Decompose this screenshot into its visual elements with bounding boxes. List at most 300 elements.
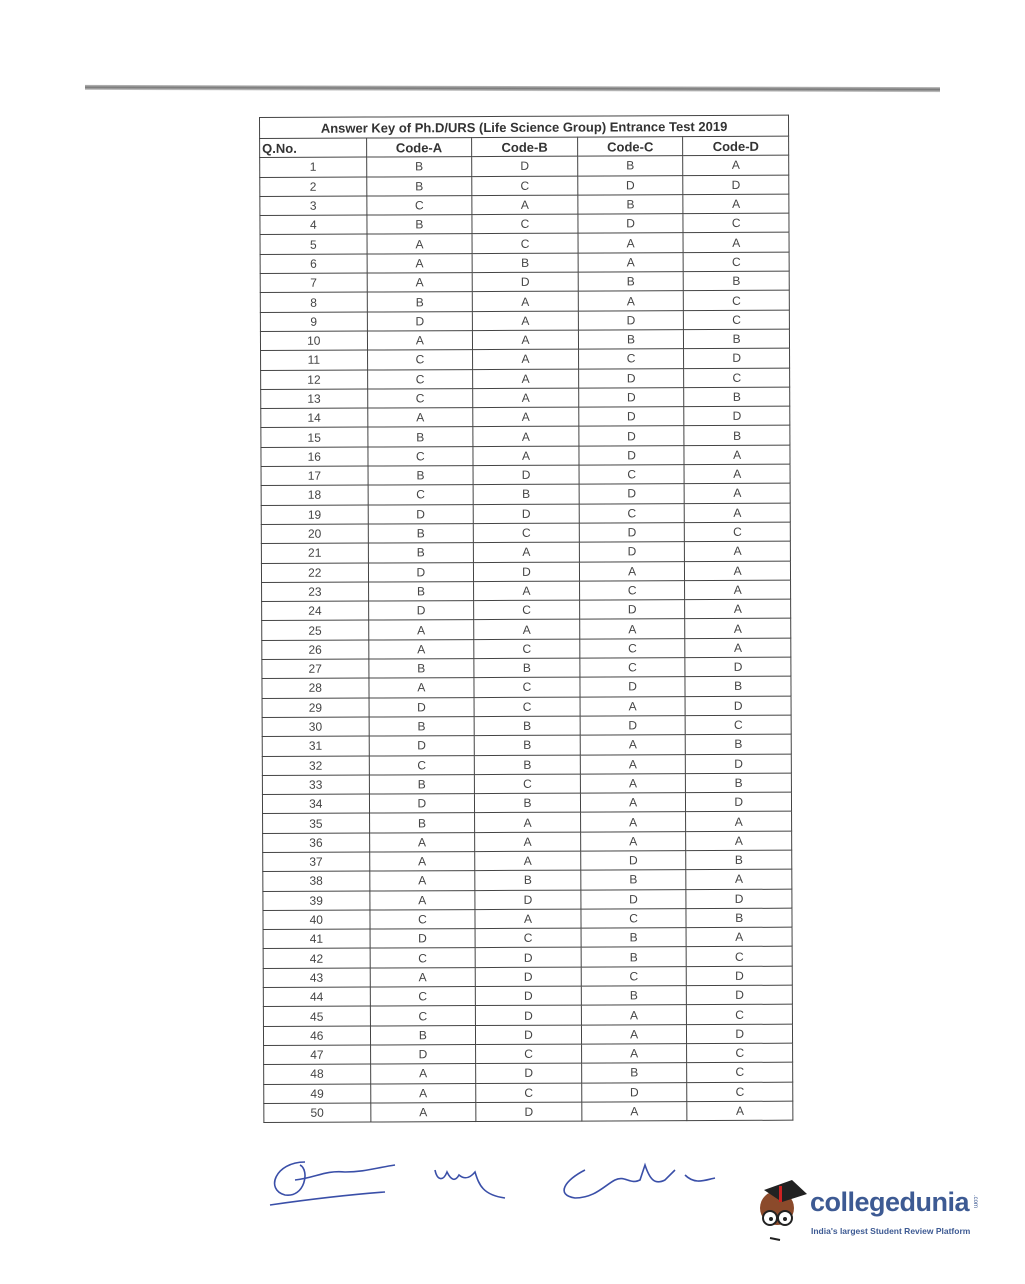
cell-code-c: D (579, 407, 685, 427)
cell-code-a: A (367, 408, 473, 428)
cell-code-d: C (683, 252, 789, 272)
cell-code-c: D (580, 851, 686, 871)
cell-code-b: C (472, 234, 578, 254)
cell-qno: 2 (260, 177, 367, 197)
table-row (262, 696, 791, 718)
cell-code-b: B (472, 253, 578, 273)
cell-code-d: A (686, 869, 792, 889)
answer-key-table (259, 115, 793, 1123)
cell-qno: 15 (261, 427, 368, 447)
table-row (260, 329, 789, 351)
cell-qno: 44 (263, 987, 370, 1007)
cell-code-b: D (474, 562, 580, 582)
cell-code-d: A (687, 1101, 793, 1121)
cell-qno: 14 (261, 408, 368, 428)
cell-qno: 47 (264, 1045, 371, 1065)
cell-code-d: A (684, 445, 790, 465)
cell-code-b: D (475, 948, 581, 968)
table-row (263, 985, 792, 1007)
cell-code-b: D (473, 465, 579, 485)
table-row (263, 927, 792, 949)
cell-qno: 39 (263, 891, 370, 911)
cell-code-d: B (686, 908, 792, 928)
cell-code-b: D (475, 967, 581, 987)
cell-code-d: D (686, 889, 792, 909)
scan-edge-line (85, 85, 940, 92)
cell-code-d: A (685, 580, 791, 600)
table-row (261, 561, 790, 583)
cell-qno: 49 (264, 1084, 371, 1104)
cell-code-b: C (472, 214, 578, 234)
cell-code-d: C (684, 368, 790, 388)
cell-qno: 20 (261, 524, 368, 544)
cell-code-b: C (474, 677, 580, 697)
cell-code-b: D (472, 156, 578, 176)
cell-code-a: B (367, 427, 473, 447)
cell-code-d: D (685, 657, 791, 677)
table-row (263, 1024, 792, 1046)
cell-code-b: A (475, 851, 581, 871)
cell-code-c: B (578, 195, 684, 215)
cell-code-c: A (580, 696, 686, 716)
cell-code-c: B (581, 947, 687, 967)
cell-code-a: A (368, 620, 474, 640)
cell-code-b: A (472, 291, 578, 311)
cell-code-a: D (369, 736, 475, 756)
cell-code-d: D (684, 348, 790, 368)
cell-code-b: C (474, 697, 580, 717)
cell-code-b: A (475, 812, 581, 832)
table-row (260, 310, 789, 332)
cell-qno: 35 (263, 813, 370, 833)
cell-code-a: A (369, 678, 475, 698)
table-row (263, 812, 792, 834)
signature-1-underline (270, 1192, 385, 1205)
table-row (262, 773, 791, 795)
cell-qno: 42 (263, 948, 370, 968)
cell-code-c: D (578, 368, 684, 388)
cell-code-d: A (685, 541, 791, 561)
cell-code-a: B (369, 813, 475, 833)
cell-code-b: B (474, 735, 580, 755)
cell-qno: 5 (260, 235, 367, 255)
cell-code-a: B (366, 176, 472, 196)
cell-code-a: A (370, 1102, 476, 1122)
cell-code-b: C (474, 639, 580, 659)
table-row (261, 387, 790, 409)
cell-code-d: D (683, 175, 789, 195)
cell-code-c: A (579, 619, 685, 639)
cell-code-c: D (580, 716, 686, 736)
cell-code-b: C (476, 1083, 582, 1103)
cell-code-c: B (581, 986, 687, 1006)
cell-code-c: D (580, 677, 686, 697)
table-row (263, 966, 792, 988)
header-qno: Q.No. (260, 138, 367, 158)
cell-qno: 19 (261, 505, 368, 525)
cell-code-a: C (368, 485, 474, 505)
cell-code-a: B (368, 543, 474, 563)
cell-code-a: C (368, 446, 474, 466)
cell-qno: 24 (262, 601, 369, 621)
cell-code-c: D (578, 214, 684, 234)
cell-code-c: A (580, 773, 686, 793)
cell-qno: 36 (263, 833, 370, 853)
cell-code-d: D (686, 792, 792, 812)
cell-qno: 3 (260, 196, 367, 216)
cell-qno: 23 (262, 582, 369, 602)
cell-qno: 28 (262, 678, 369, 698)
cell-qno: 25 (262, 620, 369, 640)
logo-tagline: India's largest Student Review Platform (811, 1226, 971, 1236)
table-row (261, 406, 790, 428)
cell-code-d: C (687, 1062, 793, 1082)
table-row (264, 1062, 793, 1084)
cell-code-d: A (683, 194, 789, 214)
cell-code-d: A (685, 503, 791, 523)
cell-code-c: D (579, 523, 685, 543)
cell-code-d: A (683, 233, 789, 253)
signature-3 (564, 1165, 715, 1198)
cell-code-c: C (580, 658, 686, 678)
table-row (261, 426, 790, 448)
table-row (262, 657, 791, 679)
cell-qno: 18 (261, 485, 368, 505)
cell-code-b: C (475, 774, 581, 794)
table-row (260, 271, 789, 293)
table-row (262, 734, 791, 756)
cell-code-b: B (475, 870, 581, 890)
cell-qno: 11 (261, 350, 368, 370)
table-row (261, 348, 790, 370)
cell-code-b: A (475, 832, 581, 852)
cell-code-a: C (367, 388, 473, 408)
cell-code-b: A (473, 388, 579, 408)
cell-code-b: C (476, 1044, 582, 1064)
cell-qno: 6 (260, 254, 367, 274)
cell-qno: 4 (260, 215, 367, 235)
cell-code-a: B (369, 774, 475, 794)
cell-code-d: C (684, 291, 790, 311)
table-row (263, 908, 792, 930)
cell-code-c: B (577, 156, 683, 176)
cell-qno: 40 (263, 910, 370, 930)
cell-code-c: A (580, 735, 686, 755)
table-row (263, 889, 792, 911)
collegedunia-logo (752, 1178, 1020, 1248)
table-row (262, 676, 791, 698)
cell-code-c: D (581, 1082, 687, 1102)
cell-qno: 8 (260, 292, 367, 312)
cell-qno: 9 (260, 312, 367, 332)
cell-code-c: A (580, 754, 686, 774)
cell-code-a: B (368, 466, 474, 486)
header-code-b: Code-B (472, 137, 578, 157)
cell-code-d: B (685, 676, 791, 696)
cell-code-a: C (370, 987, 476, 1007)
cell-code-c: C (579, 465, 685, 485)
cell-code-b: D (476, 1005, 582, 1025)
cell-code-c: D (579, 600, 685, 620)
cell-code-a: C (370, 909, 476, 929)
cell-code-a: B (368, 524, 474, 544)
cell-code-d: C (687, 1082, 793, 1102)
cell-code-c: A (578, 252, 684, 272)
cell-code-b: A (473, 330, 579, 350)
cell-qno: 31 (262, 736, 369, 756)
cell-qno: 45 (263, 1006, 370, 1026)
table-row (263, 1005, 792, 1027)
table-row (261, 445, 790, 467)
cell-code-d: A (683, 155, 789, 175)
cell-code-b: A (473, 446, 579, 466)
cell-code-c: C (581, 966, 687, 986)
cell-code-a: B (366, 157, 472, 177)
cell-qno: 33 (262, 775, 369, 795)
cell-qno: 48 (264, 1064, 371, 1084)
cell-code-a: B (368, 659, 474, 679)
table-row (264, 1101, 793, 1123)
cell-code-d: D (687, 966, 793, 986)
cell-code-b: B (474, 658, 580, 678)
cell-code-d: A (685, 619, 791, 639)
cell-code-a: D (370, 1045, 476, 1065)
table-row (260, 233, 789, 255)
cell-code-a: D (368, 504, 474, 524)
table-row (260, 291, 789, 313)
cell-code-c: D (578, 310, 684, 330)
cell-code-c: D (579, 426, 685, 446)
cell-code-b: A (473, 427, 579, 447)
cell-code-b: B (473, 484, 579, 504)
cell-qno: 21 (261, 543, 368, 563)
cell-code-c: A (578, 233, 684, 253)
cell-qno: 50 (264, 1103, 371, 1123)
cell-code-b: B (474, 716, 580, 736)
cell-code-c: D (579, 542, 685, 562)
table-row (262, 599, 791, 621)
header-code-d: Code-D (683, 136, 789, 156)
cell-code-c: A (582, 1101, 688, 1121)
cell-code-c: A (581, 1044, 687, 1064)
header-code-a: Code-A (366, 138, 472, 158)
cell-code-d: D (684, 406, 790, 426)
cell-code-a: A (370, 967, 476, 987)
cell-code-c: C (578, 349, 684, 369)
cell-code-b: C (475, 928, 581, 948)
cell-code-c: D (578, 388, 684, 408)
cell-code-a: A (370, 1064, 476, 1084)
cell-code-c: C (579, 580, 685, 600)
signature-2 (435, 1170, 505, 1198)
cell-code-c: B (578, 272, 684, 292)
cell-code-c: D (578, 175, 684, 195)
table-row (261, 522, 790, 544)
cell-code-c: A (578, 291, 684, 311)
cell-code-b: C (474, 600, 580, 620)
table-row (264, 1082, 793, 1104)
cell-code-b: C (472, 176, 578, 196)
cell-qno: 37 (263, 852, 370, 872)
cell-code-c: C (581, 909, 687, 929)
cell-code-b: A (474, 581, 580, 601)
cell-code-d: A (685, 561, 791, 581)
cell-qno: 7 (260, 273, 367, 293)
table-row (263, 831, 792, 853)
cell-code-d: D (687, 985, 793, 1005)
table-row (262, 715, 791, 737)
cell-code-d: C (685, 522, 791, 542)
cell-qno: 1 (260, 157, 367, 177)
cell-code-d: C (683, 213, 789, 233)
cell-code-a: C (369, 755, 475, 775)
cell-qno: 12 (261, 370, 368, 390)
cell-code-c: A (581, 1024, 687, 1044)
cell-code-c: A (580, 812, 686, 832)
cell-code-d: D (687, 1024, 793, 1044)
cell-code-a: A (369, 871, 475, 891)
cell-code-d: C (687, 1005, 793, 1025)
cell-code-d: A (686, 927, 792, 947)
cell-code-c: D (579, 445, 685, 465)
cell-code-c: C (580, 638, 686, 658)
cell-code-a: D (368, 601, 474, 621)
table-row (262, 792, 791, 814)
logo-suffix: .com (972, 1195, 979, 1209)
cell-qno: 43 (263, 968, 370, 988)
logo-wordmark (810, 1186, 978, 1218)
cell-qno: 27 (262, 659, 369, 679)
cell-code-a: A (367, 273, 473, 293)
cell-code-d: C (685, 715, 791, 735)
cell-code-b: A (473, 369, 579, 389)
cell-qno: 16 (261, 447, 368, 467)
cell-code-a: A (369, 832, 475, 852)
cell-code-a: B (367, 215, 473, 235)
cell-code-b: D (473, 504, 579, 524)
cell-code-c: A (580, 793, 686, 813)
cell-code-a: A (369, 852, 475, 872)
table-row (260, 175, 789, 197)
cell-code-a: A (368, 639, 474, 659)
table-row (262, 619, 791, 641)
cell-qno: 26 (262, 640, 369, 660)
cell-code-b: A (474, 542, 580, 562)
cell-code-b: A (474, 620, 580, 640)
header-row (260, 136, 789, 158)
cell-code-a: B (367, 292, 473, 312)
cell-code-a: B (370, 1025, 476, 1045)
cell-code-a: B (369, 716, 475, 736)
cell-code-c: B (578, 330, 684, 350)
cell-qno: 38 (263, 871, 370, 891)
cell-code-d: A (685, 638, 791, 658)
table-row (263, 869, 792, 891)
cell-code-b: B (475, 793, 581, 813)
cell-code-a: A (369, 890, 475, 910)
table-row (260, 213, 789, 235)
cell-code-d: A (686, 812, 792, 832)
cell-code-c: B (581, 870, 687, 890)
cell-code-d: D (686, 754, 792, 774)
cell-qno: 41 (263, 929, 370, 949)
cell-code-b: C (473, 523, 579, 543)
cell-code-a: D (368, 562, 474, 582)
table-row (263, 947, 792, 969)
cell-code-d: A (684, 484, 790, 504)
cell-code-a: D (367, 311, 473, 331)
cell-code-a: C (370, 1006, 476, 1026)
cell-code-d: C (684, 310, 790, 330)
cell-code-d: A (684, 464, 790, 484)
logo-brand: collegedunia (810, 1187, 970, 1217)
cell-code-d: B (686, 773, 792, 793)
cell-code-c: D (581, 889, 687, 909)
signatures (265, 1150, 745, 1220)
table-row (264, 1043, 793, 1065)
cell-code-d: D (685, 696, 791, 716)
table-row (261, 464, 790, 486)
table-row (261, 484, 790, 506)
cell-code-d: B (684, 426, 790, 446)
table-row (262, 754, 791, 776)
table-row (262, 580, 791, 602)
cell-code-a: A (367, 331, 473, 351)
cell-code-b: A (473, 349, 579, 369)
cell-code-a: C (366, 195, 472, 215)
cell-code-d: B (684, 387, 790, 407)
table-title: Answer Key of Ph.D/URS (Life Science Group) Entrance Test 2019 (260, 115, 789, 138)
cell-code-c: A (581, 1005, 687, 1025)
table-row (260, 252, 789, 274)
cell-qno: 13 (261, 389, 368, 409)
cell-code-a: A (370, 1083, 476, 1103)
cell-code-d: B (684, 271, 790, 291)
cell-code-b: D (472, 272, 578, 292)
table-row (262, 638, 791, 660)
table-row (260, 194, 789, 216)
cell-code-a: C (367, 369, 473, 389)
cell-code-c: A (580, 831, 686, 851)
cell-qno: 10 (260, 331, 367, 351)
cell-code-d: A (686, 831, 792, 851)
cell-code-d: C (687, 947, 793, 967)
cell-code-b: D (475, 986, 581, 1006)
cell-code-a: C (367, 350, 473, 370)
cell-code-c: B (581, 928, 687, 948)
cell-code-a: D (370, 929, 476, 949)
cell-code-c: B (581, 1063, 687, 1083)
cell-code-a: B (368, 581, 474, 601)
cell-code-c: D (579, 484, 685, 504)
cell-code-b: D (476, 1063, 582, 1083)
cell-qno: 17 (261, 466, 368, 486)
cell-qno: 34 (262, 794, 369, 814)
cell-qno: 46 (263, 1026, 370, 1046)
table-row (261, 541, 790, 563)
cell-code-c: A (579, 561, 685, 581)
table-row (263, 850, 792, 872)
table-row (261, 368, 790, 390)
cell-code-b: D (476, 1102, 582, 1122)
cell-code-a: C (370, 948, 476, 968)
cell-code-b: D (475, 890, 581, 910)
cell-code-c: C (579, 503, 685, 523)
cell-code-d: B (686, 850, 792, 870)
mascot-icon (752, 1178, 812, 1248)
cell-code-d: B (686, 734, 792, 754)
signature-1 (275, 1162, 395, 1195)
